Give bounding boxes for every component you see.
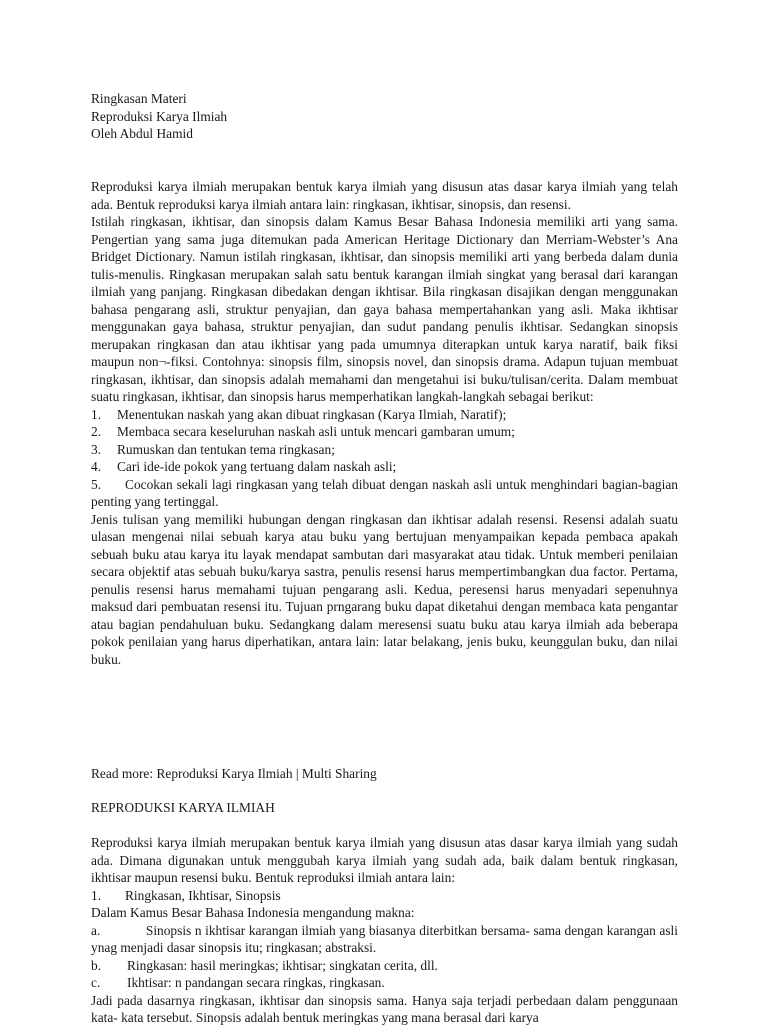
header-line-author: Oleh Abdul Hamid (91, 126, 193, 141)
list-number: 3. (91, 441, 102, 457)
list-item (91, 476, 678, 511)
document-header (91, 90, 678, 143)
header-line-subject: Reproduksi Karya Ilmiah (91, 108, 228, 124)
list-number: 1. (91, 887, 102, 903)
read-more-text: Read more: Reproduksi Karya Ilmiah | Multi Sharing (91, 766, 377, 781)
list-text: Ringkasan: hasil meringkas; ikhtisar; singkatan cerita, dll. (127, 957, 438, 973)
list-text: Rumuskan dan tentukan tema ringkasan; (117, 441, 335, 457)
list-text: Menentukan naskah yang akan dibuat ringkasan (Karya Ilmiah, Naratif); (117, 406, 507, 422)
paragraph-resensi: Jenis tulisan yang memiliki hubungan dengan ringkasan dan ikhtisar adalah resensi. Resensi adalah suatu ulasan mengenai nilai sebuah karya atau buku yang bertujuan menyampaikan kepada pembaca apakah sebuah buku atau karya itu layak mendapat sambutan dari masyarakat atau tidak. Untuk memberi penilaian secara objektif atas sebuah buku/karya sastra, penulis resensi harus mempertimbangkan dua factor. Pertama, penulis resensi harus memahami tujuan pengarang asli. Kedua, peresensi harus menyadari sepenuhnya maksud dari pembuatan resensi itu. Tujuan prngarang buku dapat diketahui dengan membaca kata pengantar atau bagian pendahuluan buku. Sedangkang dalam meresensi suatu buku atau karya ilmiah ada beberapa pokok penilaian yang harus diperhatikan, antara lain: latar belakang, jenis buku, keunggulan buku, dan nilai buku. (91, 511, 678, 667)
list-letter: c. (91, 975, 101, 990)
paragraph-reproduksi-intro: Reproduksi karya ilmiah merupakan bentuk karya ilmiah yang disusun atas dasar karya ilmiah yang sudah ada. Dimana digunakan untuk menggubah karya ilmiah yang sudah ada, baik dalam bentuk ringkasan, ikhtisar maupun resensi buku. Bentuk reproduksi ilmiah antara lain: (91, 835, 678, 885)
list-number: 5. (91, 476, 102, 492)
list-item (91, 974, 678, 992)
list-number: 1. (91, 406, 102, 422)
list-letter: a. (91, 922, 101, 938)
list-letter: b. (91, 957, 102, 973)
list-item (91, 423, 678, 441)
list-text: Cocokan sekali lagi ringkasan yang telah dibuat dengan naskah asli untuk menghindari bagian-bagian penting yang tertinggal. (91, 476, 678, 509)
paragraph-definitions: Istilah ringkasan, ikhtisar, dan sinopsis dalam Kamus Besar Bahasa Indonesia memiliki arti yang sama. Pengertian yang sama juga ditemukan pada American Heritage Dictionary dan Merriam-Webster’s Ana Bridget Dictionary. Namun istilah ringkasan, ikhtisar, dan sinopsis memiliki arti yang berbeda dalam dunia tulis-menulis. Ringkasan merupakan salah satu bentuk karangan ilmiah singkat yang berasal dari karangan ilmiah yang panjang. Ringkasan dibedakan dengan ikhtisar. Bila ringkasan disajikan dengan menggunakan bahasa pengarang asli, struktur penyajian, dan gaya bahasa mempertahankan yang asli. Maka ikhtisar menggunakan gaya bahasa, struktur penyajian, dan sudut pandang penulis ikhtisar. Sedangkan sinopsis merupakan ringkasan dan atau ikhtisar yang pada umumnya diterapkan untuk karya naratif, baik fiksi maupun non¬-fiksi. Contohnya: sinopsis film, sinopsis novel, dan sinopsis drama. Adapun tujuan membuat ringkasan, ikhtisar, dan sinopsis adalah memahami dan mengetahui isi buku/tulisan/cerita. Dalam membuat suatu ringkasan, ikhtisar, dan sinopsis harus memperhatikan langkah-langkah sebagai berikut: (91, 214, 678, 404)
list-text: Membaca secara keseluruhan naskah asli untuk mencari gambaran umum; (117, 424, 515, 439)
list-item (91, 957, 678, 975)
section-title: REPRODUKSI KARYA ILMIAH (91, 800, 275, 815)
paragraph-conclusion: Jadi pada dasarnya ringkasan, ikhtisar dan sinopsis sama. Hanya saja terjadi perbedaan dalam penggunaan kata- kata tersebut. Sinopsis adalah bentuk meringkas yang mana berasal dari karya (91, 992, 678, 1025)
read-more-line (91, 765, 678, 783)
list-text: Ringkasan, Ikhtisar, Sinopsis (125, 887, 281, 903)
steps-list (91, 406, 678, 511)
section-reproduksi (91, 834, 678, 1027)
definitions-list (91, 922, 678, 992)
section-heading (91, 799, 678, 817)
list-item (91, 441, 678, 459)
header-line-title: Ringkasan Materi (91, 91, 187, 106)
list-item (91, 887, 678, 905)
list-text: Cari ide-ide pokok yang tertuang dalam naskah asli; (117, 459, 397, 474)
section-ringkasan (91, 178, 678, 668)
list-item (91, 922, 678, 957)
list-number: 2. (91, 424, 102, 439)
list-item (91, 406, 678, 424)
paragraph-kbbi: Dalam Kamus Besar Bahasa Indonesia mengandung makna: (91, 905, 415, 920)
list-text: Ikhtisar: n pandangan secara ringkas, ringkasan. (127, 975, 385, 990)
paragraph-intro: Reproduksi karya ilmiah merupakan bentuk karya ilmiah yang disusun atas dasar karya ilmiah yang telah ada. Bentuk reproduksi karya ilmiah antara lain: ringkasan, ikhtisar, sinopsis, dan resensi. (91, 179, 678, 212)
list-number: 4. (91, 459, 102, 474)
list-item (91, 458, 678, 476)
list-text: Sinopsis n ikhtisar karangan ilmiah yang biasanya diterbitkan bersama- sama dengan karangan asli ynag menjadi dasar sinopsis itu; ringkasan; abstraksi. (91, 922, 678, 955)
